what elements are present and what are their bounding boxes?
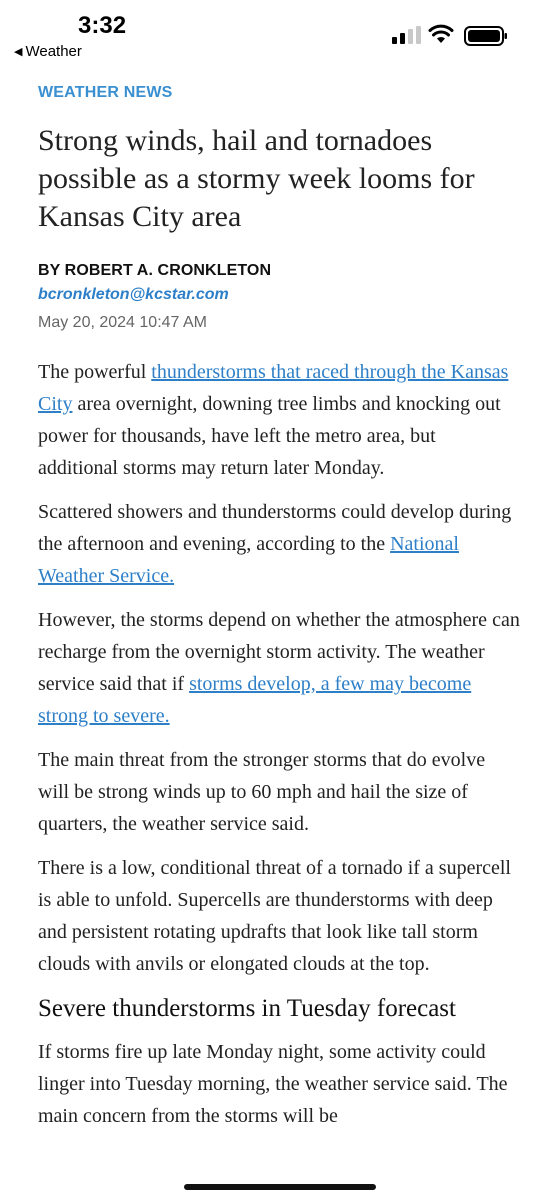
paragraph-3: [38, 604, 520, 732]
author-byline: BY ROBERT A. CRONKLETON: [38, 262, 272, 279]
thunderstorms-link[interactable]: thunderstorms that raced through the Kansas City: [38, 361, 509, 415]
back-label: Weather: [25, 43, 82, 60]
article: [38, 84, 520, 1144]
wifi-icon: [428, 24, 454, 44]
paragraph-5: There is a low, conditional threat of a tornado if a supercell is able to unfold. Supercells are thunderstorms with deep and persistent rotating updrafts that look like tall storm clouds with anvils or elongated clouds at the top.: [38, 857, 511, 975]
cellular-signal-icon: [392, 26, 422, 44]
article-headline: Strong winds, hail and tornadoes possible as a stormy week looms for Kansas City area: [38, 124, 475, 233]
home-indicator[interactable]: [184, 1184, 376, 1190]
paragraph-1: [38, 356, 520, 484]
back-triangle-icon: ◀: [14, 46, 23, 58]
status-time: 3:32: [78, 12, 127, 39]
paragraph-4: The main threat from the stronger storms that do evolve will be strong winds up to 60 mph and hail the size of quarters, the weather service said.: [38, 749, 486, 835]
status-bar: [0, 0, 554, 64]
section-label[interactable]: WEATHER NEWS: [38, 84, 173, 101]
battery-icon: [464, 26, 508, 46]
paragraph-3-text: However, the storms depend on whether the atmosphere can recharge from the overnight storm activity. The weather service said that if: [38, 609, 520, 695]
paragraph-2-text: Scattered showers and thunderstorms could develop during the afternoon and evening, according to the: [38, 501, 512, 555]
storms-develop-link[interactable]: storms develop, a few may become strong to severe.: [38, 673, 472, 727]
article-body: [38, 356, 520, 1132]
back-to-weather-button[interactable]: [14, 43, 82, 60]
author-email-link[interactable]: bcronkleton@kcstar.com: [38, 286, 229, 303]
paragraph-1-text-start: The powerful: [38, 361, 152, 383]
paragraph-1-text-end: area overnight, downing tree limbs and knocking out power for thousands, have left the metro area, but additional storms may return later Monday.: [38, 393, 501, 479]
national-weather-service-link[interactable]: National Weather Service.: [38, 533, 459, 587]
paragraph-6: If storms fire up late Monday night, some activity could linger into Tuesday morning, the weather service said. The main concern from the storms will be: [38, 1041, 508, 1127]
article-subhead: Severe thunderstorms in Tuesday forecast: [38, 995, 456, 1022]
publish-date: May 20, 2024 10:47 AM: [38, 314, 207, 331]
paragraph-2: [38, 496, 520, 592]
